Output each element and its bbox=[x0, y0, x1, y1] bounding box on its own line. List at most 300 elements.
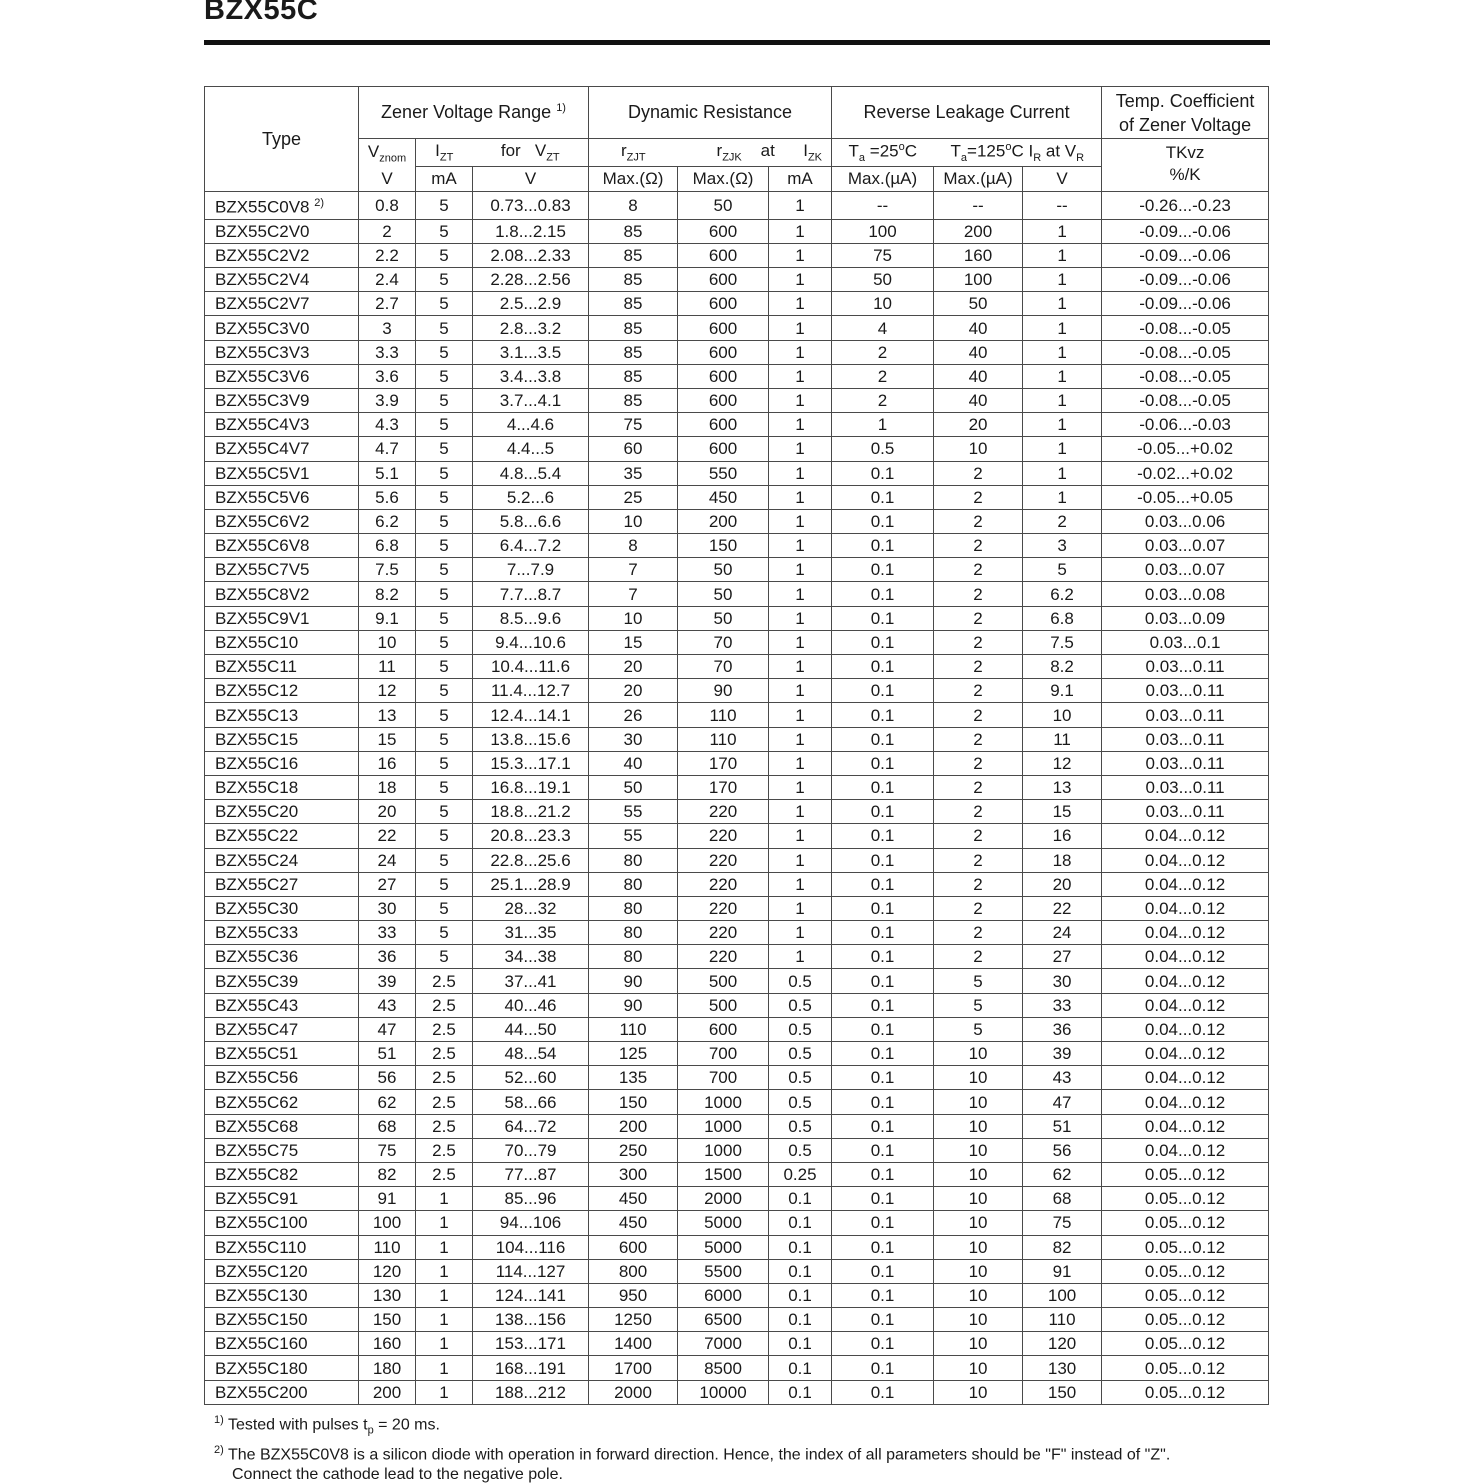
cell-rzjk: 220 bbox=[678, 945, 769, 969]
cell-vr: 1 bbox=[1023, 485, 1102, 509]
cell-izk: 1 bbox=[769, 679, 832, 703]
cell-ir-25c: 0.1 bbox=[832, 461, 934, 485]
cell-ir-125c: 100 bbox=[934, 268, 1023, 292]
cell-izt: 1 bbox=[416, 1187, 473, 1211]
cell-tkvz: 0.03...0.11 bbox=[1102, 775, 1269, 799]
cell-vzt-range: 3.1...3.5 bbox=[473, 340, 589, 364]
cell-ir-25c: 0.1 bbox=[832, 751, 934, 775]
cell-type: BZX55C47 bbox=[205, 1017, 359, 1041]
cell-ir-125c: 2 bbox=[934, 800, 1023, 824]
cell-vzt-range: 4.4...5 bbox=[473, 437, 589, 461]
cell-vzt-range: 124...141 bbox=[473, 1283, 589, 1307]
cell-vr: 30 bbox=[1023, 969, 1102, 993]
cell-ir-125c: 10 bbox=[934, 1042, 1023, 1066]
cell-vznom: 15 bbox=[359, 727, 416, 751]
cell-vr: 9.1 bbox=[1023, 679, 1102, 703]
table-row bbox=[205, 1356, 1269, 1380]
cell-type: BZX55C91 bbox=[205, 1187, 359, 1211]
cell-rzjk: 50 bbox=[678, 558, 769, 582]
table-row bbox=[205, 848, 1269, 872]
cell-vzt-range: 15.3...17.1 bbox=[473, 751, 589, 775]
cell-type: BZX55C6V8 bbox=[205, 534, 359, 558]
cell-izk: 0.5 bbox=[769, 993, 832, 1017]
cell-rzjk: 50 bbox=[678, 606, 769, 630]
cell-izt: 5 bbox=[416, 388, 473, 412]
cell-vr: 130 bbox=[1023, 1356, 1102, 1380]
cell-vznom: 100 bbox=[359, 1211, 416, 1235]
cell-rzjk: 500 bbox=[678, 993, 769, 1017]
cell-rzjt: 110 bbox=[589, 1017, 678, 1041]
cell-ir-25c: 0.1 bbox=[832, 1356, 934, 1380]
cell-izt: 5 bbox=[416, 509, 473, 533]
cell-izt: 5 bbox=[416, 872, 473, 896]
cell-ir-125c: 2 bbox=[934, 896, 1023, 920]
unit-vzt: V bbox=[473, 167, 589, 192]
cell-ir-125c: 40 bbox=[934, 364, 1023, 388]
cell-ir-125c: -- bbox=[934, 192, 1023, 220]
cell-izk: 0.1 bbox=[769, 1259, 832, 1283]
cell-rzjk: 1500 bbox=[678, 1162, 769, 1186]
cell-rzjt: 250 bbox=[589, 1138, 678, 1162]
cell-tkvz: 0.03...0.06 bbox=[1102, 509, 1269, 533]
table-row bbox=[205, 1162, 1269, 1186]
cell-vzt-range: 3.4...3.8 bbox=[473, 364, 589, 388]
cell-vr: 12 bbox=[1023, 751, 1102, 775]
cell-type: BZX55C82 bbox=[205, 1162, 359, 1186]
cell-tkvz: 0.04...0.12 bbox=[1102, 896, 1269, 920]
cell-rzjk: 170 bbox=[678, 775, 769, 799]
cell-type: BZX55C2V7 bbox=[205, 292, 359, 316]
cell-izt: 5 bbox=[416, 630, 473, 654]
cell-rzjt: 950 bbox=[589, 1283, 678, 1307]
table-row bbox=[205, 485, 1269, 509]
cell-vr: 7.5 bbox=[1023, 630, 1102, 654]
table-row bbox=[205, 727, 1269, 751]
cell-ir-25c: 0.1 bbox=[832, 1283, 934, 1307]
cell-vzt-range: 104...116 bbox=[473, 1235, 589, 1259]
cell-izt: 1 bbox=[416, 1235, 473, 1259]
table-row bbox=[205, 655, 1269, 679]
cell-tkvz: 0.04...0.12 bbox=[1102, 848, 1269, 872]
cell-rzjk: 220 bbox=[678, 800, 769, 824]
cell-izt: 1 bbox=[416, 1259, 473, 1283]
cell-rzjt: 80 bbox=[589, 848, 678, 872]
cell-izk: 0.5 bbox=[769, 1042, 832, 1066]
cell-vzt-range: 40...46 bbox=[473, 993, 589, 1017]
cell-rzjk: 110 bbox=[678, 727, 769, 751]
cell-vzt-range: 70...79 bbox=[473, 1138, 589, 1162]
cell-rzjk: 170 bbox=[678, 751, 769, 775]
cell-ir-25c: 0.1 bbox=[832, 1138, 934, 1162]
cell-type: BZX55C24 bbox=[205, 848, 359, 872]
cell-ir-125c: 10 bbox=[934, 1114, 1023, 1138]
cell-ir-25c: 10 bbox=[832, 292, 934, 316]
cell-izk: 0.5 bbox=[769, 1138, 832, 1162]
cell-izk: 1 bbox=[769, 727, 832, 751]
cell-izt: 5 bbox=[416, 582, 473, 606]
cell-tkvz: 0.05...0.12 bbox=[1102, 1211, 1269, 1235]
cell-ir-125c: 10 bbox=[934, 1090, 1023, 1114]
header-rzjt: $r_{ZJT}$ bbox=[589, 139, 678, 167]
cell-ir-125c: 2 bbox=[934, 945, 1023, 969]
unit-rzjt: Max.(Ω) bbox=[589, 167, 678, 192]
cell-ir-125c: 2 bbox=[934, 655, 1023, 679]
cell-rzjk: 700 bbox=[678, 1066, 769, 1090]
cell-rzjt: 55 bbox=[589, 800, 678, 824]
cell-vr: 150 bbox=[1023, 1380, 1102, 1404]
cell-vzt-range: 9.4...10.6 bbox=[473, 630, 589, 654]
cell-vr: 16 bbox=[1023, 824, 1102, 848]
cell-rzjk: 700 bbox=[678, 1042, 769, 1066]
cell-rzjt: 600 bbox=[589, 1235, 678, 1259]
cell-vzt-range: 188...212 bbox=[473, 1380, 589, 1404]
cell-izk: 1 bbox=[769, 848, 832, 872]
cell-ir-25c: 0.1 bbox=[832, 606, 934, 630]
cell-tkvz: 0.05...0.12 bbox=[1102, 1162, 1269, 1186]
cell-tkvz: 0.04...0.12 bbox=[1102, 824, 1269, 848]
cell-vznom: 27 bbox=[359, 872, 416, 896]
cell-vzt-range: 138...156 bbox=[473, 1308, 589, 1332]
cell-rzjt: 20 bbox=[589, 655, 678, 679]
cell-ir-25c: 100 bbox=[832, 219, 934, 243]
cell-vznom: 12 bbox=[359, 679, 416, 703]
cell-vzt-range: 20.8...23.3 bbox=[473, 824, 589, 848]
cell-vzt-range: 34...38 bbox=[473, 945, 589, 969]
cell-ir-125c: 2 bbox=[934, 582, 1023, 606]
cell-type: BZX55C7V5 bbox=[205, 558, 359, 582]
unit-ir25: Max.(µA) bbox=[832, 167, 934, 192]
cell-vzt-range: 7...7.9 bbox=[473, 558, 589, 582]
unit-vr: V bbox=[1023, 167, 1102, 192]
cell-izt: 2.5 bbox=[416, 1042, 473, 1066]
cell-type: BZX55C2V2 bbox=[205, 243, 359, 267]
cell-ir-25c: 0.1 bbox=[832, 582, 934, 606]
cell-vznom: 110 bbox=[359, 1235, 416, 1259]
cell-vr: 39 bbox=[1023, 1042, 1102, 1066]
header-type: Type bbox=[205, 87, 359, 192]
cell-rzjk: 10000 bbox=[678, 1380, 769, 1404]
cell-izt: 5 bbox=[416, 534, 473, 558]
cell-ir-25c: 0.1 bbox=[832, 1114, 934, 1138]
cell-rzjk: 220 bbox=[678, 872, 769, 896]
cell-rzjk: 5500 bbox=[678, 1259, 769, 1283]
cell-izt: 5 bbox=[416, 921, 473, 945]
cell-ir-25c: 0.1 bbox=[832, 727, 934, 751]
cell-vzt-range: 2.5...2.9 bbox=[473, 292, 589, 316]
cell-vr: 56 bbox=[1023, 1138, 1102, 1162]
cell-izk: 0.5 bbox=[769, 1017, 832, 1041]
cell-tkvz: -0.09...-0.06 bbox=[1102, 268, 1269, 292]
cell-izt: 2.5 bbox=[416, 1066, 473, 1090]
cell-tkvz: 0.04...0.12 bbox=[1102, 1066, 1269, 1090]
cell-ir-125c: 2 bbox=[934, 751, 1023, 775]
cell-type: BZX55C9V1 bbox=[205, 606, 359, 630]
cell-vznom: 33 bbox=[359, 921, 416, 945]
cell-izk: 1 bbox=[769, 751, 832, 775]
cell-tkvz: 0.04...0.12 bbox=[1102, 969, 1269, 993]
cell-tkvz: 0.04...0.12 bbox=[1102, 1138, 1269, 1162]
cell-vznom: 6.8 bbox=[359, 534, 416, 558]
cell-rzjk: 70 bbox=[678, 655, 769, 679]
header-dynamic-resistance: Dynamic Resistance bbox=[589, 87, 832, 139]
cell-izk: 1 bbox=[769, 413, 832, 437]
cell-izk: 1 bbox=[769, 921, 832, 945]
cell-vzt-range: 168...191 bbox=[473, 1356, 589, 1380]
cell-ir-25c: 50 bbox=[832, 268, 934, 292]
table-row bbox=[205, 1283, 1269, 1307]
cell-type: BZX55C30 bbox=[205, 896, 359, 920]
cell-ir-125c: 10 bbox=[934, 1356, 1023, 1380]
cell-izt: 5 bbox=[416, 192, 473, 220]
cell-izt: 5 bbox=[416, 485, 473, 509]
cell-ir-125c: 10 bbox=[934, 1308, 1023, 1332]
cell-type: BZX55C2V0 bbox=[205, 219, 359, 243]
cell-tkvz: -0.08...-0.05 bbox=[1102, 340, 1269, 364]
cell-ir-125c: 10 bbox=[934, 1066, 1023, 1090]
cell-vznom: 24 bbox=[359, 848, 416, 872]
table-row bbox=[205, 340, 1269, 364]
cell-ir-125c: 2 bbox=[934, 606, 1023, 630]
cell-type: BZX55C160 bbox=[205, 1332, 359, 1356]
cell-vr: 120 bbox=[1023, 1332, 1102, 1356]
cell-vzt-range: 52...60 bbox=[473, 1066, 589, 1090]
cell-izk: 1 bbox=[769, 606, 832, 630]
cell-izt: 5 bbox=[416, 727, 473, 751]
cell-type: BZX55C39 bbox=[205, 969, 359, 993]
header-rzjk-at: $r_{ZJK}$ at $I_{ZK}$ bbox=[678, 139, 832, 167]
cell-izt: 1 bbox=[416, 1356, 473, 1380]
cell-type: BZX55C11 bbox=[205, 655, 359, 679]
cell-izk: 0.1 bbox=[769, 1211, 832, 1235]
cell-vr: 15 bbox=[1023, 800, 1102, 824]
cell-rzjt: 80 bbox=[589, 921, 678, 945]
cell-vr: 43 bbox=[1023, 1066, 1102, 1090]
cell-vr: 33 bbox=[1023, 993, 1102, 1017]
cell-izk: 0.25 bbox=[769, 1162, 832, 1186]
cell-ir-125c: 5 bbox=[934, 993, 1023, 1017]
cell-rzjt: 75 bbox=[589, 413, 678, 437]
spec-table bbox=[204, 86, 1269, 1405]
cell-izk: 0.1 bbox=[769, 1235, 832, 1259]
cell-ir-125c: 2 bbox=[934, 630, 1023, 654]
cell-rzjk: 600 bbox=[678, 316, 769, 340]
cell-izt: 5 bbox=[416, 775, 473, 799]
cell-ir-25c: 2 bbox=[832, 364, 934, 388]
cell-type: BZX55C3V9 bbox=[205, 388, 359, 412]
cell-izt: 5 bbox=[416, 896, 473, 920]
cell-izt: 5 bbox=[416, 606, 473, 630]
cell-vznom: 3.3 bbox=[359, 340, 416, 364]
table-row bbox=[205, 292, 1269, 316]
cell-vznom: 39 bbox=[359, 969, 416, 993]
cell-tkvz: 0.03...0.11 bbox=[1102, 655, 1269, 679]
header-reverse-leakage: Reverse Leakage Current bbox=[832, 87, 1102, 139]
cell-ir-25c: 75 bbox=[832, 243, 934, 267]
unit-tkvz: %/K bbox=[1102, 167, 1269, 192]
cell-ir-25c: 0.1 bbox=[832, 1042, 934, 1066]
cell-type: BZX55C2V4 bbox=[205, 268, 359, 292]
cell-vr: 1 bbox=[1023, 437, 1102, 461]
cell-type: BZX55C6V2 bbox=[205, 509, 359, 533]
cell-izt: 5 bbox=[416, 340, 473, 364]
cell-type: BZX55C62 bbox=[205, 1090, 359, 1114]
cell-izk: 1 bbox=[769, 655, 832, 679]
cell-rzjt: 85 bbox=[589, 219, 678, 243]
cell-vznom: 0.8 bbox=[359, 192, 416, 220]
cell-tkvz: 0.03...0.09 bbox=[1102, 606, 1269, 630]
cell-ir-25c: 0.1 bbox=[832, 1380, 934, 1404]
table-row bbox=[205, 824, 1269, 848]
cell-tkvz: 0.05...0.12 bbox=[1102, 1308, 1269, 1332]
table-row bbox=[205, 800, 1269, 824]
cell-izt: 5 bbox=[416, 292, 473, 316]
cell-vr: 20 bbox=[1023, 872, 1102, 896]
cell-rzjt: 1400 bbox=[589, 1332, 678, 1356]
table-row bbox=[205, 1332, 1269, 1356]
cell-type: BZX55C20 bbox=[205, 800, 359, 824]
cell-vzt-range: 31...35 bbox=[473, 921, 589, 945]
cell-izk: 0.1 bbox=[769, 1308, 832, 1332]
cell-rzjk: 600 bbox=[678, 340, 769, 364]
cell-vzt-range: 12.4...14.1 bbox=[473, 703, 589, 727]
cell-vznom: 10 bbox=[359, 630, 416, 654]
cell-izk: 1 bbox=[769, 896, 832, 920]
cell-rzjt: 450 bbox=[589, 1187, 678, 1211]
cell-vznom: 180 bbox=[359, 1356, 416, 1380]
cell-ir-125c: 10 bbox=[934, 1380, 1023, 1404]
table-row bbox=[205, 606, 1269, 630]
cell-rzjt: 30 bbox=[589, 727, 678, 751]
cell-ir-25c: 0.1 bbox=[832, 1308, 934, 1332]
cell-vr: 51 bbox=[1023, 1114, 1102, 1138]
cell-izt: 1 bbox=[416, 1380, 473, 1404]
cell-rzjk: 600 bbox=[678, 1017, 769, 1041]
cell-izk: 0.1 bbox=[769, 1283, 832, 1307]
cell-rzjt: 125 bbox=[589, 1042, 678, 1066]
cell-vzt-range: 3.7...4.1 bbox=[473, 388, 589, 412]
cell-izk: 1 bbox=[769, 268, 832, 292]
cell-rzjt: 25 bbox=[589, 485, 678, 509]
cell-ir-25c: 1 bbox=[832, 413, 934, 437]
cell-tkvz: 0.05...0.12 bbox=[1102, 1356, 1269, 1380]
cell-rzjk: 70 bbox=[678, 630, 769, 654]
cell-rzjk: 500 bbox=[678, 969, 769, 993]
cell-rzjt: 85 bbox=[589, 268, 678, 292]
cell-tkvz: 0.05...0.12 bbox=[1102, 1259, 1269, 1283]
cell-rzjk: 1000 bbox=[678, 1090, 769, 1114]
cell-vr: 11 bbox=[1023, 727, 1102, 751]
cell-type: BZX55C56 bbox=[205, 1066, 359, 1090]
cell-type: BZX55C27 bbox=[205, 872, 359, 896]
cell-vznom: 47 bbox=[359, 1017, 416, 1041]
table-row bbox=[205, 945, 1269, 969]
cell-vr: 13 bbox=[1023, 775, 1102, 799]
cell-vznom: 2.7 bbox=[359, 292, 416, 316]
table-row bbox=[205, 775, 1269, 799]
cell-vzt-range: 44...50 bbox=[473, 1017, 589, 1041]
cell-izt: 5 bbox=[416, 243, 473, 267]
cell-type: BZX55C3V0 bbox=[205, 316, 359, 340]
cell-vznom: 22 bbox=[359, 824, 416, 848]
cell-ir-125c: 40 bbox=[934, 388, 1023, 412]
cell-rzjk: 6500 bbox=[678, 1308, 769, 1332]
cell-rzjt: 8 bbox=[589, 534, 678, 558]
cell-tkvz: 0.05...0.12 bbox=[1102, 1283, 1269, 1307]
cell-tkvz: -0.05...+0.05 bbox=[1102, 485, 1269, 509]
cell-izt: 5 bbox=[416, 824, 473, 848]
cell-ir-25c: 0.5 bbox=[832, 437, 934, 461]
cell-type: BZX55C3V3 bbox=[205, 340, 359, 364]
cell-izt: 1 bbox=[416, 1211, 473, 1235]
cell-rzjk: 7000 bbox=[678, 1332, 769, 1356]
header-ta125-ir-vr: $T_a=125^oC$ $I_R$ at $V_R$ bbox=[934, 139, 1102, 167]
cell-tkvz: -0.08...-0.05 bbox=[1102, 316, 1269, 340]
cell-vr: 110 bbox=[1023, 1308, 1102, 1332]
cell-tkvz: 0.03...0.1 bbox=[1102, 630, 1269, 654]
cell-izk: 1 bbox=[769, 192, 832, 220]
cell-type: BZX55C120 bbox=[205, 1259, 359, 1283]
cell-ir-125c: 40 bbox=[934, 340, 1023, 364]
cell-ir-125c: 10 bbox=[934, 1211, 1023, 1235]
cell-rzjk: 600 bbox=[678, 243, 769, 267]
cell-ir-125c: 2 bbox=[934, 872, 1023, 896]
cell-ir-25c: 0.1 bbox=[832, 509, 934, 533]
cell-izk: 1 bbox=[769, 340, 832, 364]
cell-rzjk: 220 bbox=[678, 848, 769, 872]
cell-tkvz: -0.26...-0.23 bbox=[1102, 192, 1269, 220]
cell-vr: 1 bbox=[1023, 316, 1102, 340]
cell-type: BZX55C4V7 bbox=[205, 437, 359, 461]
cell-rzjt: 80 bbox=[589, 872, 678, 896]
cell-rzjk: 150 bbox=[678, 534, 769, 558]
cell-rzjt: 85 bbox=[589, 316, 678, 340]
table-row bbox=[205, 1259, 1269, 1283]
header-for-vzt: for $V_{ZT}$ bbox=[473, 139, 589, 167]
cell-tkvz: -0.09...-0.06 bbox=[1102, 243, 1269, 267]
cell-tkvz: -0.09...-0.06 bbox=[1102, 219, 1269, 243]
cell-vznom: 68 bbox=[359, 1114, 416, 1138]
cell-tkvz: 0.03...0.11 bbox=[1102, 727, 1269, 751]
cell-vzt-range: 153...171 bbox=[473, 1332, 589, 1356]
cell-izt: 5 bbox=[416, 655, 473, 679]
cell-ir-125c: 160 bbox=[934, 243, 1023, 267]
cell-rzjk: 200 bbox=[678, 509, 769, 533]
cell-vznom: 51 bbox=[359, 1042, 416, 1066]
cell-tkvz: 0.03...0.11 bbox=[1102, 703, 1269, 727]
cell-ir-25c: 0.1 bbox=[832, 1090, 934, 1114]
cell-ir-25c: 0.1 bbox=[832, 824, 934, 848]
cell-ir-125c: 5 bbox=[934, 1017, 1023, 1041]
table-row bbox=[205, 268, 1269, 292]
cell-vznom: 43 bbox=[359, 993, 416, 1017]
cell-rzjk: 600 bbox=[678, 413, 769, 437]
cell-rzjk: 110 bbox=[678, 703, 769, 727]
header-izt: $I_{ZT}$ bbox=[416, 139, 473, 167]
cell-vznom: 91 bbox=[359, 1187, 416, 1211]
cell-vzt-range: 58...66 bbox=[473, 1090, 589, 1114]
cell-tkvz: 0.03...0.07 bbox=[1102, 534, 1269, 558]
cell-izt: 2.5 bbox=[416, 1114, 473, 1138]
cell-type: BZX55C200 bbox=[205, 1380, 359, 1404]
cell-tkvz: 0.05...0.12 bbox=[1102, 1380, 1269, 1404]
cell-vr: 1 bbox=[1023, 388, 1102, 412]
cell-izk: 0.1 bbox=[769, 1380, 832, 1404]
cell-tkvz: -0.02...+0.02 bbox=[1102, 461, 1269, 485]
cell-vr: 1 bbox=[1023, 219, 1102, 243]
cell-ir-125c: 2 bbox=[934, 775, 1023, 799]
cell-rzjt: 85 bbox=[589, 292, 678, 316]
header-vznom: $V_{znom}$ bbox=[359, 139, 416, 167]
